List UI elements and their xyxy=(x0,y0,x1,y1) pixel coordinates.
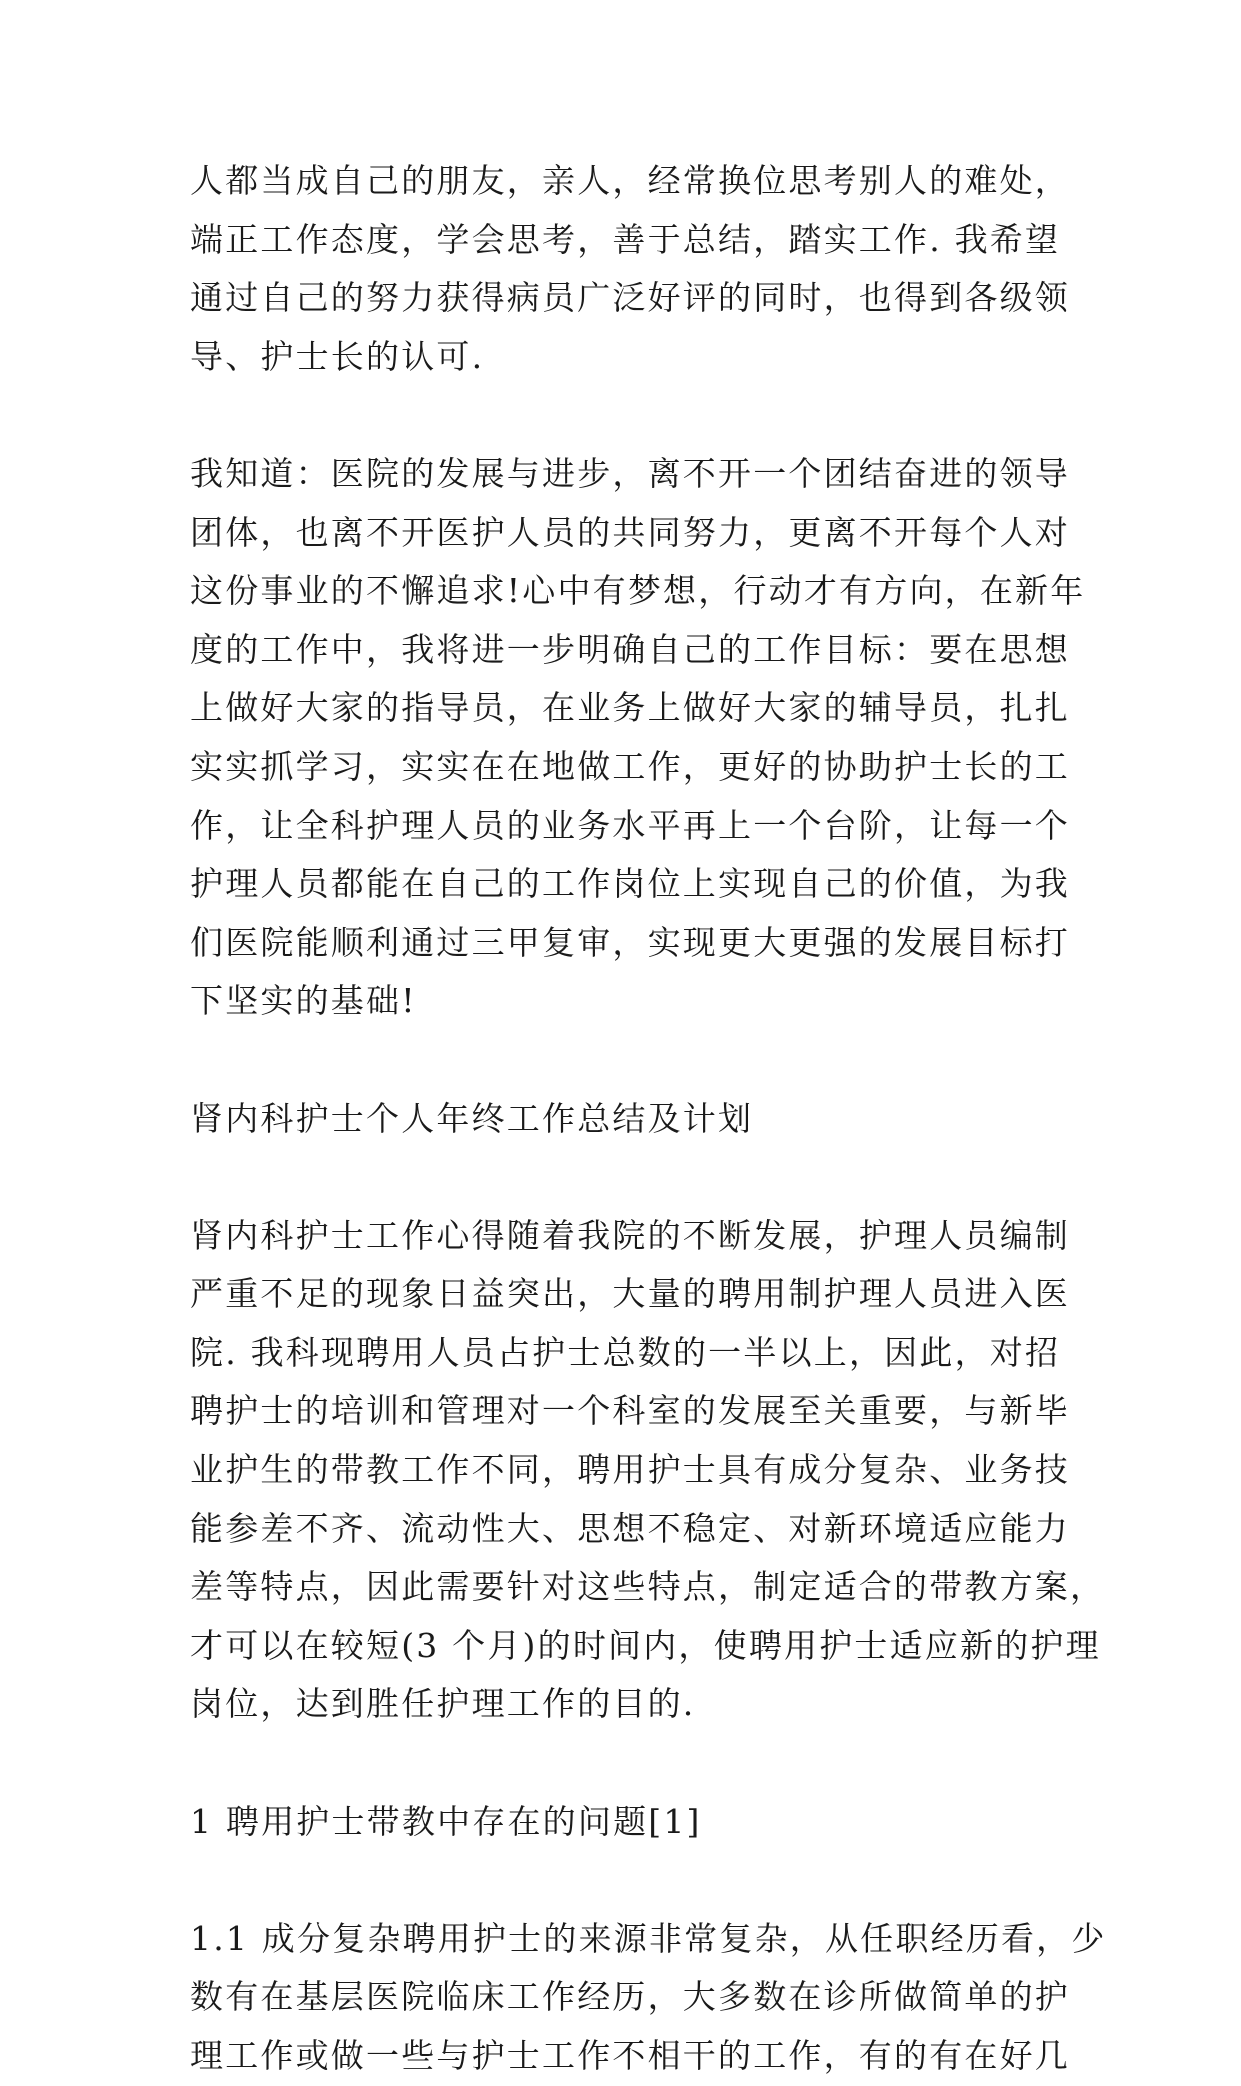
text-line: 严重不足的现象日益突出，大量的聘用制护理人员进入医 xyxy=(190,1274,1070,1314)
text-line: 下坚实的基础! xyxy=(190,981,417,1021)
text-line: 我知道：医院的发展与进步，离不开一个团结奋进的领导 xyxy=(190,453,1070,493)
text-line: 才可以在较短(3 个月)的时间内，使聘用护士适应新的护理 xyxy=(190,1625,1101,1665)
text-line: 实实抓学习，实实在在地做工作，更好的协助护士长的工 xyxy=(190,746,1070,786)
text-line: 这份事业的不懈追求!心中有梦想，行动才有方向，在新年 xyxy=(190,571,1086,611)
paragraph-spacer xyxy=(190,1851,1070,1910)
text-line: 理工作或做一些与护士工作不相干的工作，有的有在好几 xyxy=(190,2036,1070,2075)
paragraph-section-1-1 xyxy=(190,1910,1107,2086)
section-heading xyxy=(190,1090,1070,1149)
text-line: 1.1 成分复杂聘用护士的来源非常复杂，从任职经历看，少 xyxy=(190,1918,1107,1958)
text-line: 们医院能顺利通过三甲复审，实现更大更强的发展目标打 xyxy=(190,922,1070,962)
paragraph-spacer xyxy=(190,1031,1070,1090)
heading-text: 肾内科护士个人年终工作总结及计划 xyxy=(190,1098,754,1138)
paragraph-spacer xyxy=(190,386,1070,445)
text-line: 院. 我科现聘用人员占护士总数的一半以上，因此，对招 xyxy=(190,1332,1061,1372)
text-line: 团体，也离不开医护人员的共同努力，更离不开每个人对 xyxy=(190,512,1070,552)
text-line: 导、护士长的认可. xyxy=(190,336,485,376)
paragraph-goals xyxy=(190,445,1086,1031)
paragraph-intro-continuation xyxy=(190,152,1070,386)
text-line: 数有在基层医院临床工作经历，大多数在诊所做简单的护 xyxy=(190,1977,1070,2017)
text-line: 岗位，达到胜任护理工作的目的. xyxy=(190,1684,696,1724)
heading-text: 1 聘用护士带教中存在的问题[1] xyxy=(190,1801,702,1841)
text-line: 度的工作中，我将进一步明确自己的工作目标：要在思想 xyxy=(190,629,1070,669)
text-line: 能参差不齐、流动性大、思想不稳定、对新环境适应能力 xyxy=(190,1508,1070,1548)
document-body xyxy=(190,152,1107,2086)
text-line: 差等特点，因此需要针对这些特点，制定适合的带教方案， xyxy=(190,1567,1106,1607)
text-line: 作，让全科护理人员的业务水平再上一个台阶，让每一个 xyxy=(190,805,1070,845)
text-line: 人都当成自己的朋友，亲人，经常换位思考别人的难处， xyxy=(190,161,1070,200)
text-line: 肾内科护士工作心得随着我院的不断发展，护理人员编制 xyxy=(190,1215,1070,1255)
subsection-heading xyxy=(190,1793,1070,1852)
paragraph-spacer xyxy=(190,1734,1070,1793)
text-line: 通过自己的努力获得病员广泛好评的同时，也得到各级领 xyxy=(190,278,1070,318)
text-line: 端正工作态度，学会思考，善于总结，踏实工作. 我希望 xyxy=(190,219,1061,259)
text-line: 护理人员都能在自己的工作岗位上实现自己的价值，为我 xyxy=(190,864,1070,904)
text-line: 业护生的带教工作不同，聘用护士具有成分复杂、业务技 xyxy=(190,1450,1070,1490)
paragraph-nursing-experience xyxy=(190,1207,1106,1734)
text-line: 聘护士的培训和管理对一个科室的发展至关重要，与新毕 xyxy=(190,1391,1070,1431)
text-line: 上做好大家的指导员，在业务上做好大家的辅导员，扎扎 xyxy=(190,688,1070,728)
paragraph-spacer xyxy=(190,1148,1070,1207)
